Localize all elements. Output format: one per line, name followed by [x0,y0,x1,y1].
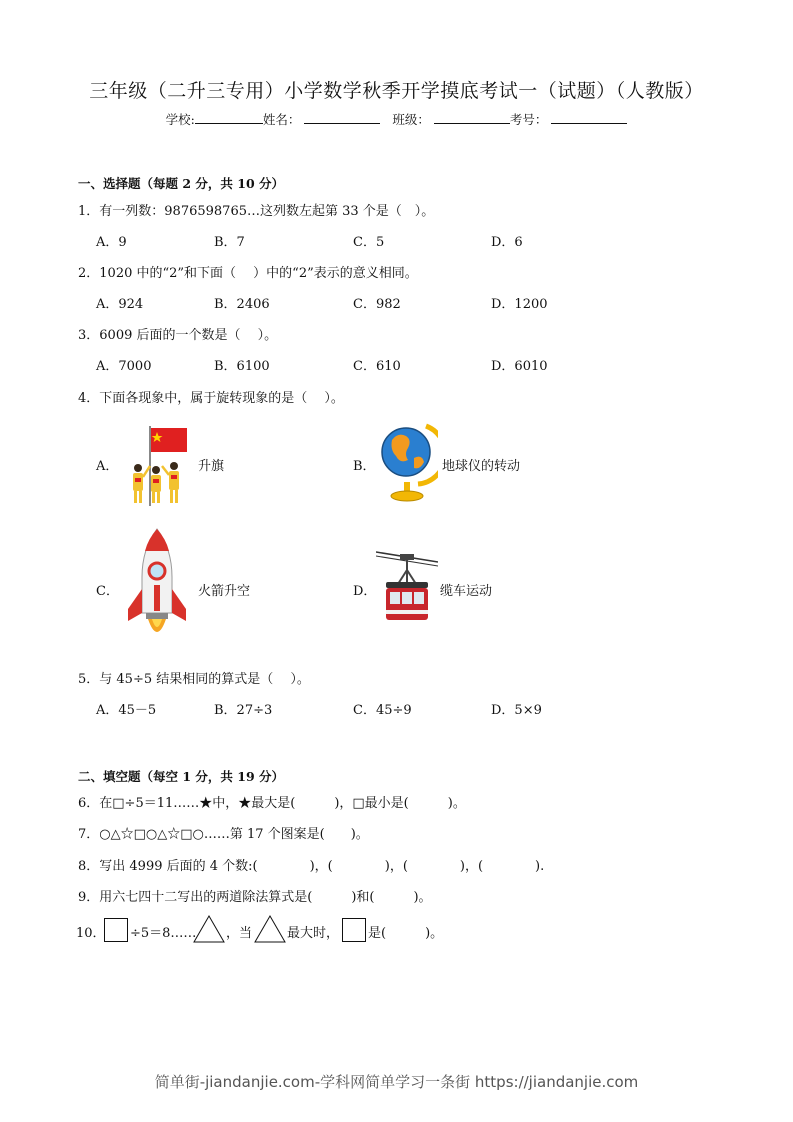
question-3: 3．6009 后面的一个数是（ ）。 [78,328,278,343]
q4-option-a-caption: 升旗 [198,459,225,474]
class-label: 班级： [392,112,430,127]
q2-option-d[interactable]: D．1200 [491,297,548,312]
q5-option-c[interactable]: C．45÷9 [353,703,412,718]
q5-option-d[interactable]: D．5×9 [491,703,542,718]
question-2: 2．1020 中的“2”和下面（ ）中的“2”表示的意义相同。 [78,266,418,281]
q3-option-d[interactable]: D．6010 [491,359,548,374]
q3-option-a[interactable]: A．7000 [96,359,152,374]
question-6: 6．在□÷5＝11……★中，★最大是( )，□最小是( )。 [78,796,466,811]
exam-no-blank[interactable] [551,111,627,124]
cable-car-icon [376,548,438,628]
q4-option-b-letter[interactable]: B． [353,459,376,474]
school-label: 学校: [165,112,195,127]
student-info-line [0,110,793,128]
q5-option-b[interactable]: B．27÷3 [214,703,273,718]
q4-option-d-letter[interactable]: D． [353,584,377,599]
square-box-icon [342,918,366,942]
section-heading-fill-blank: 二、填空题（每空 1 分，共 19 分） [78,769,285,784]
school-blank[interactable] [195,111,263,124]
globe-icon [378,418,438,504]
q3-option-c[interactable]: C．610 [353,359,401,374]
q2-option-b[interactable]: B．2406 [214,297,270,312]
q1-option-b[interactable]: B．7 [214,235,245,250]
name-label: 姓名： [262,112,301,127]
footer-watermark: 简单街-jiandanjie.com-学科网简单学习一条街 https://jiandanjie.com [154,1073,639,1091]
question-10-part3: 最大时， [287,926,340,941]
square-box-icon [104,918,128,942]
q4-option-c-caption: 火箭升空 [198,584,251,599]
question-10-number: 10． [76,926,106,941]
question-10-part2: ，当 [226,926,253,941]
rocket-icon [124,527,190,647]
question-1: 1．有一列数：9876598765…这列数左起第 33 个是（ ）。 [78,204,435,219]
q1-option-c[interactable]: C．5 [353,235,385,250]
q2-option-c[interactable]: C．982 [353,297,401,312]
question-10-part1: ÷5＝8…… [130,926,197,941]
q1-option-a[interactable]: A．9 [96,235,127,250]
q4-option-b-caption: 地球仪的转动 [442,459,521,474]
q4-option-c-letter[interactable]: C． [96,584,119,599]
question-4: 4．下面各现象中，属于旋转现象的是（ ）。 [78,391,344,406]
name-blank[interactable] [304,111,380,124]
q2-option-a[interactable]: A．924 [96,297,144,312]
section-heading-choice: 一、选择题（每题 2 分，共 10 分） [78,176,285,191]
q4-option-a-letter[interactable]: A． [96,459,119,474]
question-7: 7．○△☆□○△☆□○……第 17 个图案是( )。 [78,827,369,842]
q3-option-b[interactable]: B．6100 [214,359,270,374]
q5-option-a[interactable]: A．45－5 [96,703,157,718]
q4-option-d-caption: 缆车运动 [440,584,493,599]
flag-raising-icon [120,422,192,508]
q1-option-d[interactable]: D．6 [491,235,523,250]
page-title: 三年级（二升三专用）小学数学秋季开学摸底考试一（试题）（人教版） [89,80,704,102]
question-5: 5．与 45÷5 结果相同的算式是（ ）。 [78,672,310,687]
question-10-part4: 是( )。 [368,926,444,941]
exam-no-label: 考号： [509,112,548,127]
triangle-icon [193,915,225,943]
question-9: 9．用六七四十二写出的两道除法算式是( )和( )。 [78,890,432,905]
triangle-icon [254,915,286,943]
class-blank[interactable] [434,111,510,124]
question-8: 8．写出 4999 后面的 4 个数:( )，( )，( )，( ). [78,859,545,874]
